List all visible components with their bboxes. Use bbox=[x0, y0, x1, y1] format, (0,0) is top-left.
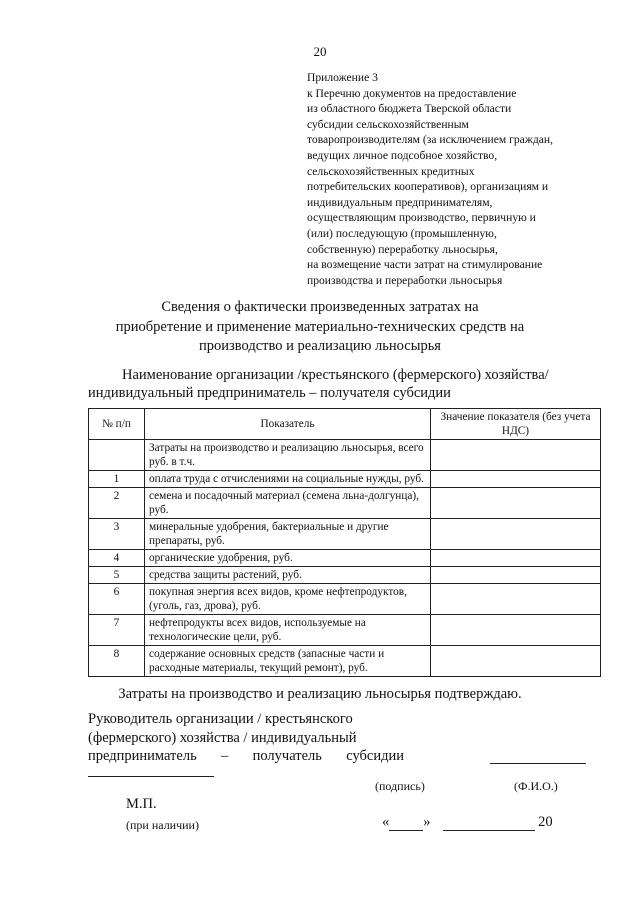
title-line: приобретение и применение материально-технических средств на bbox=[115, 318, 525, 335]
appendix-line: на возмещение части затрат на стимулирование bbox=[307, 258, 543, 272]
position-underline[interactable] bbox=[88, 776, 214, 777]
table-row bbox=[89, 440, 601, 471]
row-value-cell[interactable] bbox=[431, 584, 601, 615]
signatory-dash: – bbox=[221, 748, 229, 764]
row-indicator: Затраты на производство и реализацию льносырья, всего руб. в т.ч. bbox=[145, 440, 431, 471]
row-number: 2 bbox=[89, 488, 145, 519]
row-number: 4 bbox=[89, 550, 145, 567]
appendix-line: из областного бюджета Тверской области bbox=[307, 102, 512, 116]
table-row bbox=[89, 550, 601, 567]
stamp-place-label: М.П. bbox=[126, 796, 157, 812]
organization-name-label bbox=[88, 366, 608, 402]
row-value-cell[interactable] bbox=[431, 550, 601, 567]
row-number: 1 bbox=[89, 471, 145, 488]
appendix-note bbox=[307, 70, 607, 288]
row-number bbox=[89, 440, 145, 471]
row-value-cell[interactable] bbox=[431, 615, 601, 646]
fio-underline[interactable] bbox=[490, 763, 586, 764]
appendix-line: производства и переработки льносырья bbox=[307, 273, 503, 287]
row-value-cell[interactable] bbox=[431, 519, 601, 550]
year-prefix: 20 bbox=[538, 814, 553, 830]
appendix-line: субсидии сельскохозяйственным bbox=[307, 117, 469, 131]
appendix-line: ведущих личное подсобное хозяйство, bbox=[307, 148, 498, 162]
signatory-line-2: (фермерского) хозяйства / индивидуальный bbox=[88, 729, 357, 746]
row-number: 5 bbox=[89, 567, 145, 584]
header-value: Значение показателя (без учета НДС) bbox=[431, 409, 601, 440]
row-number: 3 bbox=[89, 519, 145, 550]
row-indicator: покупная энергия всех видов, кроме нефтепродуктов, (уголь, газ, дрова), руб. bbox=[145, 584, 431, 615]
month-blank[interactable] bbox=[443, 816, 535, 831]
row-value-cell[interactable] bbox=[431, 567, 601, 584]
confirmation-text: Затраты на производство и реализацию льносырья подтверждаю. bbox=[118, 686, 522, 702]
signatory-line-1: Руководитель организации / крестьянского bbox=[88, 711, 353, 727]
fio-caption: (Ф.И.О.) bbox=[514, 779, 558, 793]
row-value-cell[interactable] bbox=[431, 471, 601, 488]
signatory-word: получатель bbox=[252, 748, 322, 764]
row-value-cell[interactable] bbox=[431, 440, 601, 471]
appendix-line: потребительских кооперативов), организациям и bbox=[307, 180, 549, 194]
title-line: Сведения о фактически произведенных затратах на bbox=[161, 299, 479, 315]
table-row bbox=[89, 615, 601, 646]
appendix-line: сельскохозяйственных кредитных bbox=[307, 164, 475, 178]
table-header-row bbox=[89, 409, 601, 440]
appendix-line: к Перечню документов на предоставление bbox=[307, 86, 517, 100]
table-row bbox=[89, 584, 601, 615]
row-indicator: содержание основных средств (запасные части и расходные материалы, текущий ремонт), руб. bbox=[145, 646, 431, 677]
signatory-word: субсидии bbox=[346, 748, 404, 764]
appendix-line: индивидуальным предпринимателям, bbox=[307, 195, 493, 209]
row-indicator: семена и посадочный материал (семена льна-долгунца), руб. bbox=[145, 488, 431, 519]
row-indicator: оплата труда с отчислениями на социальные нужды, руб. bbox=[145, 471, 431, 488]
signatory-word: предприниматель bbox=[88, 748, 197, 764]
appendix-line: осуществляющим производство, первичную и bbox=[307, 211, 536, 225]
row-indicator: минеральные удобрения, бактериальные и другие препараты, руб. bbox=[145, 519, 431, 550]
costs-table bbox=[88, 408, 601, 677]
appendix-line: товаропроизводителям (за исключением граждан, bbox=[307, 133, 553, 147]
table-row bbox=[89, 471, 601, 488]
row-number: 7 bbox=[89, 615, 145, 646]
table-row bbox=[89, 519, 601, 550]
signatory-line-3 bbox=[88, 747, 404, 766]
row-value-cell[interactable] bbox=[431, 488, 601, 519]
row-number: 6 bbox=[89, 584, 145, 615]
org-line-2: индивидуальный предприниматель – получателя субсидии bbox=[88, 385, 451, 401]
date-open-quote: « bbox=[382, 814, 390, 830]
row-indicator: средства защиты растений, руб. bbox=[145, 567, 431, 584]
appendix-line: собственную) переработку льносырья, bbox=[307, 242, 498, 256]
org-line-1: Наименование организации /крестьянского (фермерского) хозяйства/ bbox=[122, 367, 549, 383]
page-number: 20 bbox=[313, 44, 327, 59]
header-indicator: Показатель bbox=[145, 409, 431, 440]
table-row bbox=[89, 567, 601, 584]
day-blank[interactable] bbox=[389, 816, 423, 831]
row-indicator: нефтепродукты всех видов, используемые на технологические цели, руб. bbox=[145, 615, 431, 646]
signature-caption: (подпись) bbox=[375, 779, 425, 793]
row-number: 8 bbox=[89, 646, 145, 677]
document-title bbox=[60, 298, 580, 357]
appendix-line: (или) последующую (промышленную, bbox=[307, 226, 497, 240]
date-close-quote: » bbox=[423, 814, 431, 830]
appendix-line: Приложение 3 bbox=[307, 71, 378, 84]
date-field bbox=[382, 814, 553, 831]
title-line: производство и реализацию льносырья bbox=[199, 338, 441, 354]
table-row bbox=[89, 646, 601, 677]
row-value-cell[interactable] bbox=[431, 646, 601, 677]
row-indicator: органические удобрения, руб. bbox=[145, 550, 431, 567]
table-row bbox=[89, 488, 601, 519]
header-num: № п/п bbox=[89, 409, 145, 440]
signatory-block bbox=[88, 710, 508, 766]
stamp-note: (при наличии) bbox=[126, 818, 199, 832]
